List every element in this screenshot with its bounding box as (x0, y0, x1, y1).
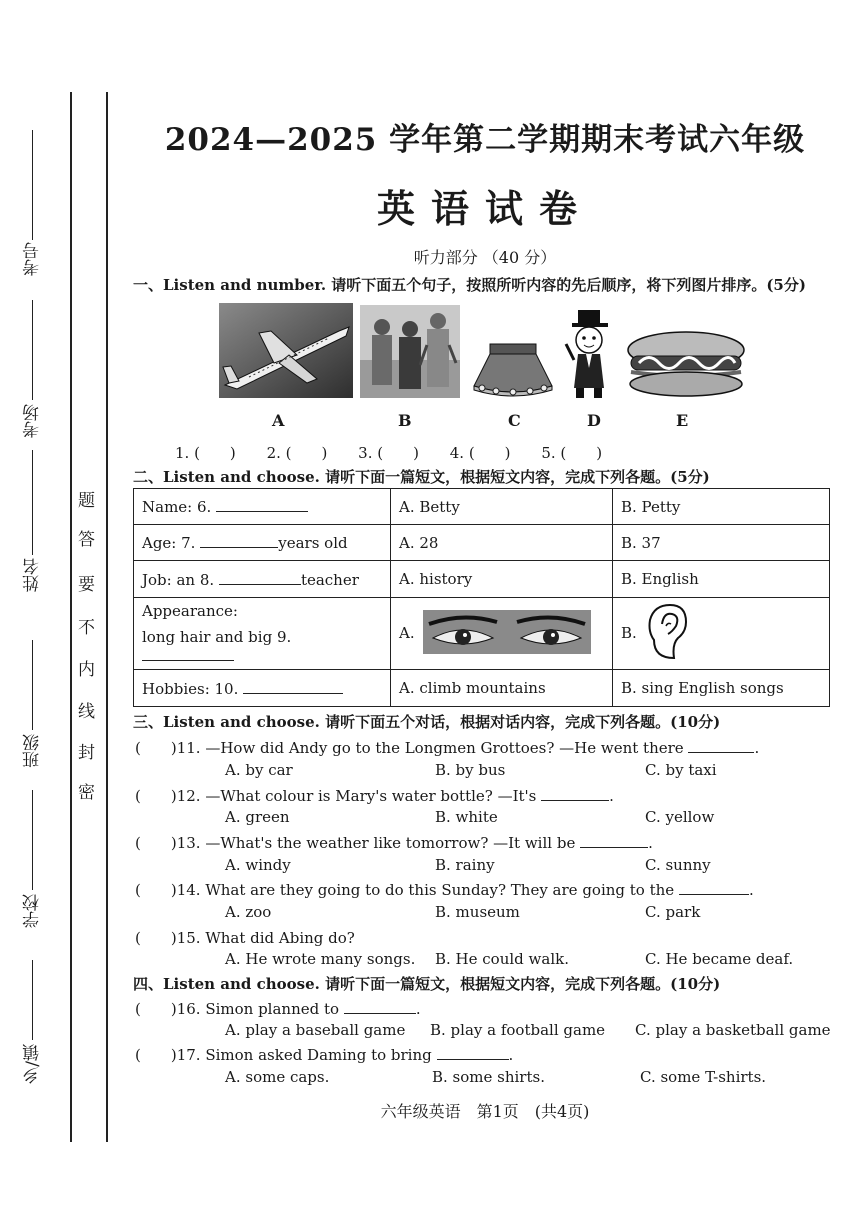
answer-blank[interactable] (679, 880, 749, 895)
answer-blank[interactable] (243, 679, 343, 694)
answer-slot[interactable]: 5. ( ) (541, 444, 603, 462)
option-c: C. play a basketball game (635, 1021, 831, 1039)
question-15 (135, 927, 860, 948)
row-suffix: teacher (300, 570, 359, 589)
question-end: . (415, 1000, 421, 1018)
option-a: A. Betty (391, 489, 613, 525)
question-14 (135, 879, 860, 900)
answer-blank[interactable] (344, 999, 416, 1014)
section2-heading: 二、Listen and choose. 请听下面一篇短文，根据短文内容，完成下列各题。(5分) (133, 468, 710, 486)
question-end: . (508, 1046, 514, 1064)
option-b: B. museum (435, 903, 520, 921)
option-a: A. history (391, 561, 613, 598)
row-label: Age: 7. (142, 534, 196, 552)
question-stem: ( )16. Simon planned to (135, 1000, 340, 1018)
picture-letter: B (398, 411, 412, 430)
option-a: A. 28 (391, 525, 613, 561)
section4-heading: 四、Listen and choose. 请听下面一篇短文，根据短文内容，完成下列各题。(10分) (133, 975, 721, 993)
table-row (134, 598, 830, 670)
section1-answers (175, 442, 735, 463)
option-b: B. play a football game (430, 1021, 606, 1039)
question-16 (135, 998, 860, 1019)
option-b: B. Petty (613, 489, 830, 525)
answer-blank[interactable] (541, 786, 609, 801)
costumed-people-picture (360, 305, 460, 398)
hot-dog-picture (625, 328, 747, 398)
seal-char: 内 (78, 660, 95, 680)
question-end: . (754, 739, 760, 757)
answer-slot[interactable]: 4. ( ) (449, 444, 511, 462)
option-b: B. sing English songs (613, 670, 830, 707)
answer-blank[interactable] (580, 833, 648, 848)
option-a: A. by car (225, 761, 293, 779)
binding-line-inner (106, 92, 108, 1142)
answer-blank[interactable] (142, 646, 234, 661)
section2-table (133, 488, 830, 707)
table-row (134, 561, 830, 598)
row-label: Name: 6. (142, 498, 212, 516)
answer-slot[interactable]: 3. ( ) (358, 444, 419, 462)
seal-char: 答 (78, 530, 95, 550)
question-end: . (609, 787, 614, 805)
question-stem: ( )14. What are they going to do this Sunday? They are going to the (135, 881, 675, 899)
seal-char: 要 (78, 575, 95, 595)
question-stem: ( )12. —What colour is Mary's water bottle? —It's (135, 787, 537, 805)
binding-line-outer (70, 92, 72, 1142)
option-c: C. some T-shirts. (640, 1068, 767, 1086)
airplane-picture (219, 303, 353, 398)
seal-char: 封 (78, 743, 95, 763)
option-a: A. climb mountains (391, 670, 613, 707)
option-a: A. some caps. (225, 1068, 330, 1086)
option-c: C. park (645, 903, 701, 921)
option-a: A. (399, 623, 415, 642)
option-a: A. He wrote many songs. (225, 950, 416, 968)
option-b: B. some shirts. (432, 1068, 545, 1086)
skirt-picture (468, 340, 558, 398)
exam-title: 2024—2025 学年第二学期期末考试六年级 (164, 122, 806, 158)
question-11 (135, 737, 860, 758)
option-a: A. play a baseball game (225, 1021, 406, 1039)
option-b: B. white (435, 808, 498, 826)
answer-slot[interactable]: 1. ( ) (175, 444, 236, 462)
answer-slot[interactable]: 2. ( ) (266, 444, 328, 462)
table-row (134, 489, 830, 525)
picture-letter: E (676, 411, 689, 430)
option-b: B. 37 (613, 525, 830, 561)
seal-char: 线 (78, 702, 95, 722)
question-stem: ( )11. —How did Andy go to the Longmen Grottoes? —He went there (135, 739, 684, 757)
row-label: Job: an 8. (142, 570, 215, 589)
row-label: Appearance: (142, 602, 238, 620)
row-label: Hobbies: 10. (142, 679, 239, 698)
seal-char: 不 (78, 618, 95, 638)
answer-blank[interactable] (200, 533, 278, 548)
table-row (134, 670, 830, 707)
page-footer: 六年级英语 第1页 (共4页) (380, 1102, 590, 1121)
option-c: C. sunny (645, 856, 711, 874)
seal-char: 题 (78, 491, 95, 511)
question-stem: ( )17. Simon asked Daming to bring (135, 1046, 432, 1064)
option-b: B. He could walk. (435, 950, 569, 968)
question-end: . (648, 834, 653, 852)
listening-part-label: 听力部分 （40 分） (413, 248, 557, 267)
option-a: A. green (225, 808, 290, 826)
picture-letter: C (508, 411, 521, 430)
picture-letter: A (272, 411, 285, 430)
row-suffix: years old (278, 534, 348, 552)
option-b: B. (621, 623, 637, 642)
option-b: B. rainy (435, 856, 495, 874)
option-c: C. yellow (645, 808, 715, 826)
table-row (134, 525, 830, 561)
answer-blank[interactable] (216, 497, 308, 512)
option-c: C. He became deaf. (645, 950, 794, 968)
magician-picture (564, 308, 616, 400)
row-label-line2: long hair and big 9. (142, 628, 292, 646)
seal-char: 密 (78, 783, 95, 803)
option-c: C. by taxi (645, 761, 717, 779)
answer-blank[interactable] (688, 738, 754, 753)
option-b: B. by bus (435, 761, 506, 779)
answer-blank[interactable] (437, 1045, 509, 1060)
eyes-icon (423, 610, 591, 658)
exam-subtitle: 英语试卷 (376, 186, 593, 231)
section3-heading: 三、Listen and choose. 请听下面五个对话，根据对话内容，完成下列各题。(10分) (133, 713, 721, 731)
section1-heading: 一、Listen and number. 请听下面五个句子，按照所听内容的先后顺序，将下列图片排序。(5分) (133, 276, 806, 294)
answer-blank[interactable] (219, 570, 301, 585)
question-stem: ( )13. —What's the weather like tomorrow? —It will be (135, 834, 576, 852)
option-a: A. zoo (225, 903, 272, 921)
question-12 (135, 785, 860, 806)
question-stem: ( )15. What did Abing do? (135, 929, 355, 947)
option-a: A. windy (225, 856, 291, 874)
question-end: . (748, 881, 754, 899)
option-b: B. English (613, 561, 830, 598)
ear-icon (644, 602, 690, 666)
picture-letter: D (587, 411, 601, 430)
question-17 (135, 1044, 860, 1065)
question-13 (135, 832, 860, 853)
